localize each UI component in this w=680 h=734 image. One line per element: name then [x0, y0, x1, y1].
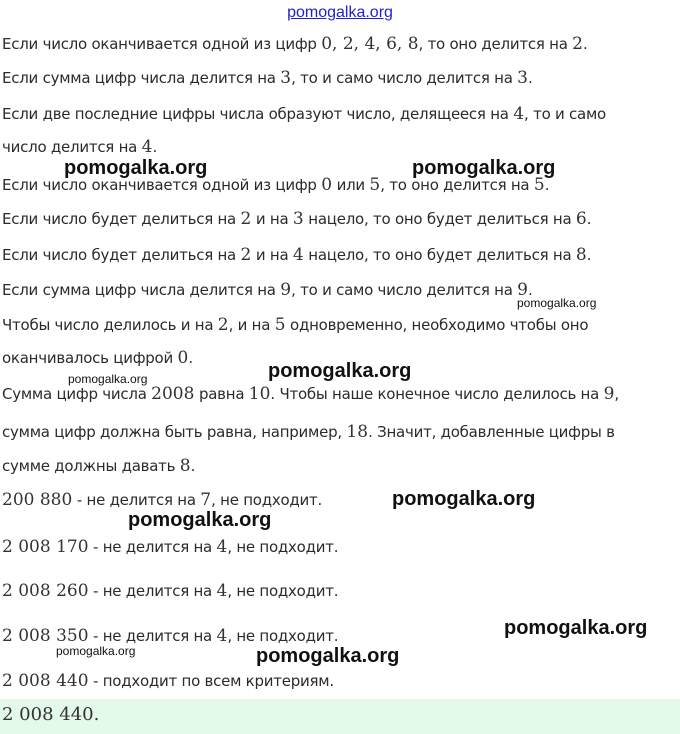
text-line: Если сумма цифр числа делится на 3, то и само число делится на 3. [2, 68, 533, 88]
text-line: Если число будет делиться на 2 и на 3 нацело, то оно будет делиться на 6. [2, 209, 592, 229]
text-line: Если число оканчивается одной из цифр 0, 2, 4, 6, 8, то оно делится на 2. [2, 34, 588, 54]
text-line: Чтобы число делилось и на 2, и на 5 одновременно, необходимо чтобы оно [2, 315, 589, 335]
watermark: pomogalka.org [392, 488, 536, 510]
candidate-line: 200 880 - не делится на 7, не подходит. [2, 490, 322, 510]
text-line: Сумма цифр числа 2008 равна 10. Чтобы наше конечное число делилось на 9, [2, 384, 619, 404]
text-line: сумме должны давать 8. [2, 456, 196, 476]
watermark: pomogalka.org [128, 509, 272, 531]
watermark: pomogalka.org [68, 372, 148, 386]
watermark: pomogalka.org [504, 617, 648, 639]
watermark: pomogalka.org [64, 157, 208, 179]
answer-text: 2 008 440. [2, 704, 100, 725]
text-line: оканчивалось цифрой 0. [2, 348, 193, 368]
text-line: Если две последние цифры числа образуют число, делящееся на 4, то и само [2, 104, 606, 124]
text-line: Если число будет делиться на 2 и на 4 нацело, то оно будет делиться на 8. [2, 245, 592, 265]
candidate-line: 2 008 440 - подходит по всем критериям. [2, 671, 334, 691]
text-line: сумма цифр должна быть равна, например, 18. Значит, добавленные цифры в [2, 422, 615, 442]
watermark: pomogalka.org [268, 360, 412, 382]
watermark: pomogalka.org [256, 645, 400, 667]
watermark: pomogalka.org [56, 644, 136, 658]
answer-box [0, 699, 680, 734]
text-line: Если сумма цифр числа делится на 9, то и само число делится на 9. [2, 280, 533, 300]
site-link[interactable]: pomogalka.org [287, 4, 393, 21]
watermark: pomogalka.org [517, 296, 597, 310]
text-line: Если число оканчивается одной из цифр 0 или 5, то оно делится на 5. [2, 175, 550, 195]
candidate-line: 2 008 350 - не делится на 4, не подходит. [2, 626, 339, 646]
text-line: число делится на 4. [2, 137, 157, 157]
candidate-line: 2 008 170 - не делится на 4, не подходит. [2, 537, 339, 557]
site-header [0, 0, 680, 26]
watermark: pomogalka.org [412, 157, 556, 179]
candidate-line: 2 008 260 - не делится на 4, не подходит. [2, 581, 339, 601]
